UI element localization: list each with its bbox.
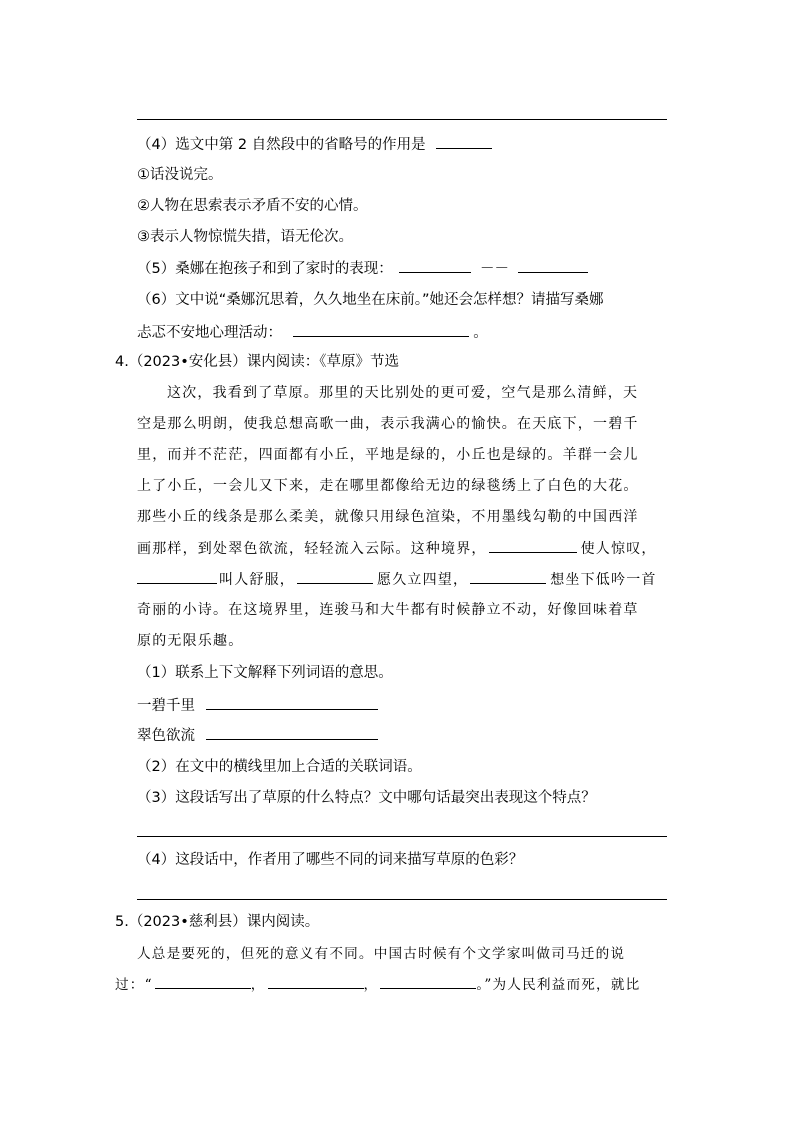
q3-option-2: ②人物在思索表示矛盾不安的心情。 xyxy=(137,198,368,214)
q4-sub1: （1）联系上下文解释下列词语的意思。 xyxy=(137,665,393,681)
answer-line xyxy=(137,119,667,120)
q3-item4-prompt: （4）选文中第 2 自然段中的省略号的作用是 xyxy=(137,137,426,153)
q4-passage-text: 使人惊叹， xyxy=(580,541,657,557)
q4-passage-text: 叫人舒服， xyxy=(219,572,295,588)
q4-passage-text: 愿久立四望， xyxy=(377,572,469,588)
q4-word1 xyxy=(137,695,378,716)
q5-passage-line xyxy=(115,974,640,995)
answer-blank[interactable] xyxy=(155,974,251,989)
q4-passage-text: 画那样，到处翠色欲流，轻轻流入云际。这种境界， xyxy=(137,541,487,557)
answer-blank[interactable] xyxy=(399,258,471,273)
q5-passage-text: ， xyxy=(250,977,266,993)
q3-item5-prompt: （5）桑娜在抱孩子和到了家时的表现： xyxy=(137,261,393,277)
q5-passage-text: 过：“ xyxy=(115,977,153,993)
q4-sub3: （3）这段话写出了草原的什么特点？文中哪句话最突出表现这个特点？ xyxy=(137,790,596,806)
answer-blank[interactable] xyxy=(470,569,546,584)
answer-blank[interactable] xyxy=(380,974,476,989)
q3-item6-line2 xyxy=(137,322,488,343)
q4-passage-line: 原的无限乐趣。 xyxy=(137,633,244,649)
q4-passage-line: 那些小丘的线条是那么柔美，就像只用绿色渲染，不用墨线勾勒的中国西洋 xyxy=(137,509,639,525)
q3-item6-period: 。 xyxy=(473,325,488,341)
q5-heading: 5.（2023•慈利县）课内阅读。 xyxy=(115,914,320,930)
q4-word2-label: 翠色欲流 xyxy=(137,728,195,744)
q4-passage-line xyxy=(137,538,657,559)
q4-sub2: （2）在文中的横线里加上合适的关联词语。 xyxy=(137,759,422,775)
q5-passage-line: 人总是要死的，但死的意义有不同。中国古时候有个文学家叫做司马迁的说 xyxy=(137,946,626,962)
answer-blank[interactable] xyxy=(436,134,492,149)
q3-item5-separator: －－ xyxy=(479,261,509,277)
answer-line[interactable] xyxy=(137,836,667,837)
q4-word2 xyxy=(137,725,378,746)
answer-blank[interactable] xyxy=(206,725,378,740)
q3-item4 xyxy=(137,134,492,155)
q4-passage-line: 这次，我看到了草原。那里的天比别处的更可爱，空气是那么清鲜，天 xyxy=(167,385,639,401)
q5-passage-text: ， xyxy=(363,977,379,993)
answer-blank[interactable] xyxy=(518,258,588,273)
q4-passage-line: 奇丽的小诗。在这境界里，连骏马和大牛都有时候静立不动，好像回味着草 xyxy=(137,602,639,618)
answer-line[interactable] xyxy=(137,899,667,900)
q4-heading: 4.（2023•安化县）课内阅读：《草原》节选 xyxy=(115,354,400,370)
q3-option-1: ①话没说完。 xyxy=(137,167,223,183)
q4-word1-label: 一碧千里 xyxy=(137,698,195,714)
q3-item5 xyxy=(137,258,588,279)
q3-item6-line1: （6）文中说“桑娜沉思着，久久地坐在床前。”她还会怎样想？请描写桑娜 xyxy=(137,292,604,308)
q4-passage-line: 里，而并不茫茫，四面都有小丘，平地是绿的，小丘也是绿的。羊群一会儿 xyxy=(137,447,639,463)
q3-item6-prompt: 忐忑不安地心理活动： xyxy=(137,325,282,341)
q3-option-3: ③表示人物惊慌失措，语无伦次。 xyxy=(137,229,353,245)
q4-passage-line xyxy=(137,569,657,590)
q4-passage-line: 上了小丘，一会儿又下来，走在哪里都像给无边的绿毯绣上了白色的大花。 xyxy=(137,478,639,494)
answer-blank[interactable] xyxy=(137,569,217,584)
q5-passage-text: 。”为人民利益而死，就比 xyxy=(476,977,641,993)
answer-blank[interactable] xyxy=(489,538,577,553)
answer-blank[interactable] xyxy=(297,569,373,584)
answer-blank[interactable] xyxy=(268,974,364,989)
answer-blank[interactable] xyxy=(293,322,469,337)
q4-passage-line: 空是那么明朗，使我总想高歌一曲，表示我满心的愉快。在天底下，一碧千 xyxy=(137,416,639,432)
q4-passage-text: 想坐下低吟一首 xyxy=(550,572,657,588)
answer-blank[interactable] xyxy=(206,695,378,710)
q4-sub4: （4）这段话中，作者用了哪些不同的词来描写草原的色彩？ xyxy=(137,852,524,868)
